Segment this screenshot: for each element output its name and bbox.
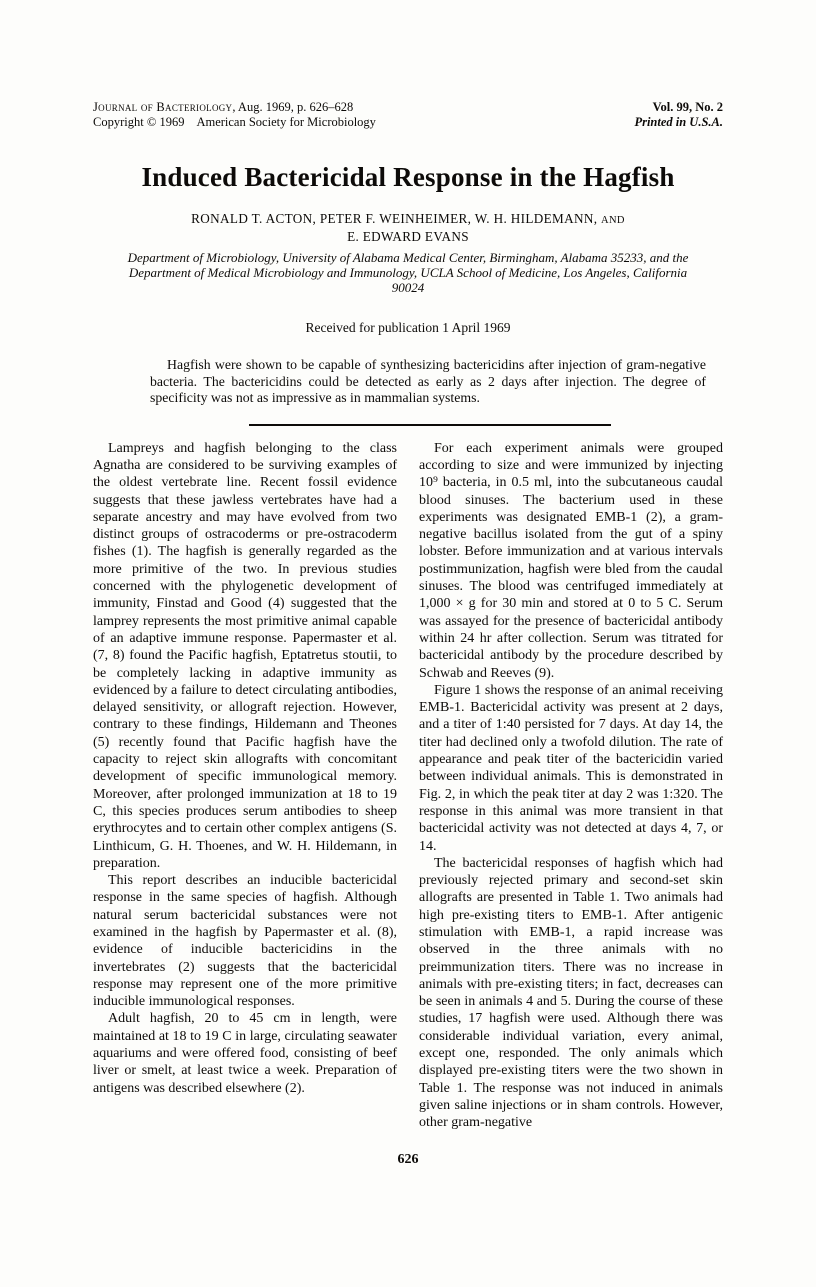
masthead-right [634,100,723,130]
body-paragraph: The bactericidal responses of hagfish which had previously rejected primary and second-set skin allografts are presented in Table 1. Two animals had high pre-existing titers to EMB-1. After antigenic stimulation with EMB-1, a rapid increase was observed in the three animals with no preimmunization titers. There was no increase in animals with pre-existing titers; in fact, decreases can be seen in animals 4 and 5. During the course of these studies, 17 hagfish were used. Although there was considerable individual variation, every animal, except one, responded. The only animals which displayed pre-existing titers were the two shown in Table 1. The response was not induced in animals given saline injections or in sham controls. However, other gram-negative [419,855,723,1131]
body-paragraph: Figure 1 shows the response of an animal receiving EMB-1. Bactericidal activity was present at 2 days, and a titer of 1:40 persisted for 7 days. At day 14, the titer had declined only a twofold dilution. The rate of appearance and peak titer of the bactericidin varied between individual animals. This is demonstrated in Fig. 2, in which the peak titer at day 2 was 1:320. The response in this animal was more transient in that bactericidal activity was not detected at days 4, 7, or 14. [419,682,723,854]
body-paragraph: For each experiment animals were grouped according to size and were immunized by injecting 10⁹ bacteria, in 0.5 ml, into the subcutaneous caudal blood sinuses. The bacterium used in these experiments was designated EMB-1 (2), a gram-negative bacillus isolated from the gut of a spiny lobster. Before immunization and at various intervals postimmunization, hagfish were bled from the caudal sinuses. The blood was centrifuged immediately at 1,000 × g for 30 min and stored at 0 to 5 C. Serum was assayed for the presence of bactericidal antibody within 24 hr after collection. Serum was titrated for bactericidal antibody by the procedure described by Schwab and Reeves (9). [419,440,723,681]
article-title: Induced Bactericidal Response in the Hagfish [141,162,675,192]
volume-info: Vol. 99, No. 2 [652,100,723,114]
affiliation-line: 90024 [391,279,425,295]
body-paragraph: Lampreys and hagfish belonging to the class Agnatha are considered to be surviving examples of the oldest vertebrate line. Recent fossil evidence suggests that these jawless vertebrates have had a separate ancestry and may have evolved from two distinct groups of ostracoderms or pre-ostracoderm fishes (1). The hagfish is generally regarded as the more primitive of the two. In previous studies concerned with the phylogenetic development of immunity, Finstad and Good (4) suggested that the lamprey represents the most primitive animal capable of an adaptive immune response. Papermaster et al. (7, 8) found the Pacific hagfish, Eptatretus stoutii, to be completely lacking in adaptive immunity as evidenced by a failure to detect circulating antibodies, delayed sensitivity, or allograft rejection. However, contrary to these findings, Hildemann and Theones (5) recently found that Pacific hagfish have the capacity to reject skin allografts with concomitant development of specific immunological memory. Moreover, after prolonged immunization at 18 to 19 C, this species produces serum antibodies to sheep erythrocytes and to certain other complex antigens (S. Linthicum, G. H. Thoenes, and W. H. Hildemann, in preparation. [93,440,397,871]
printed-in: Printed in U.S.A. [634,115,723,129]
body-columns [93,440,723,1132]
copyright-text: Copyright © 1969 [93,115,185,129]
masthead [93,100,723,130]
authors-line-1 [93,211,723,229]
journal-title: Journal of Bacteriology [93,100,233,114]
page-content [93,100,723,1132]
received-note: Received for publication 1 April 1969 [305,320,511,336]
affiliation-line: Department of Microbiology, University of Alabama Medical Center, Birmingham, Alabama 35233, and the [127,250,689,266]
page-number: 626 [397,1152,419,1167]
masthead-left [93,100,376,130]
issue-info: , Aug. 1969, p. 626–628 [232,100,354,114]
right-column [419,440,723,1132]
authors-and: AND [601,215,625,227]
left-column [93,440,397,1132]
section-divider [249,424,611,426]
body-paragraph: This report describes an inducible bactericidal response in the same species of hagfish. Although natural serum bactericidal substances were not examined in the hagfish by Papermaster et al. (8), evidence of inducible bactericidins in the invertebrates (2) suggests that the bactericidal response may represent one of the more primitive inducible immunological responses. [93,873,397,1010]
authors-names: RONALD T. ACTON, PETER F. WEINHEIMER, W. H. HILDEMANN, [191,211,602,227]
authors-line-2: E. EDWARD EVANS [347,228,469,244]
authors-block [93,211,723,244]
body-paragraph: Adult hagfish, 20 to 45 cm in length, were maintained at 18 to 19 C in large, circulating seawater aquariums and were offered food, consisting of beef liver or smelt, at least twice a week. Preparation of antigens was described elsewhere (2). [93,1011,397,1096]
affiliation-line: Department of Medical Microbiology and Immunology, UCLA School of Medicine, Los Angeles, California [128,264,688,280]
copyright-line [93,115,376,130]
society-name: American Society for Microbiology [196,115,376,129]
abstract-text: Hagfish were shown to be capable of synthesizing bactericidins after injection of gram-negative bacteria. The bactericidins could be detected as early as 2 days after injection. The degree of specificity was not as impressive as in mammalian systems. [150,357,706,406]
journal-citation-line [93,100,376,115]
affiliation-block [93,251,723,295]
